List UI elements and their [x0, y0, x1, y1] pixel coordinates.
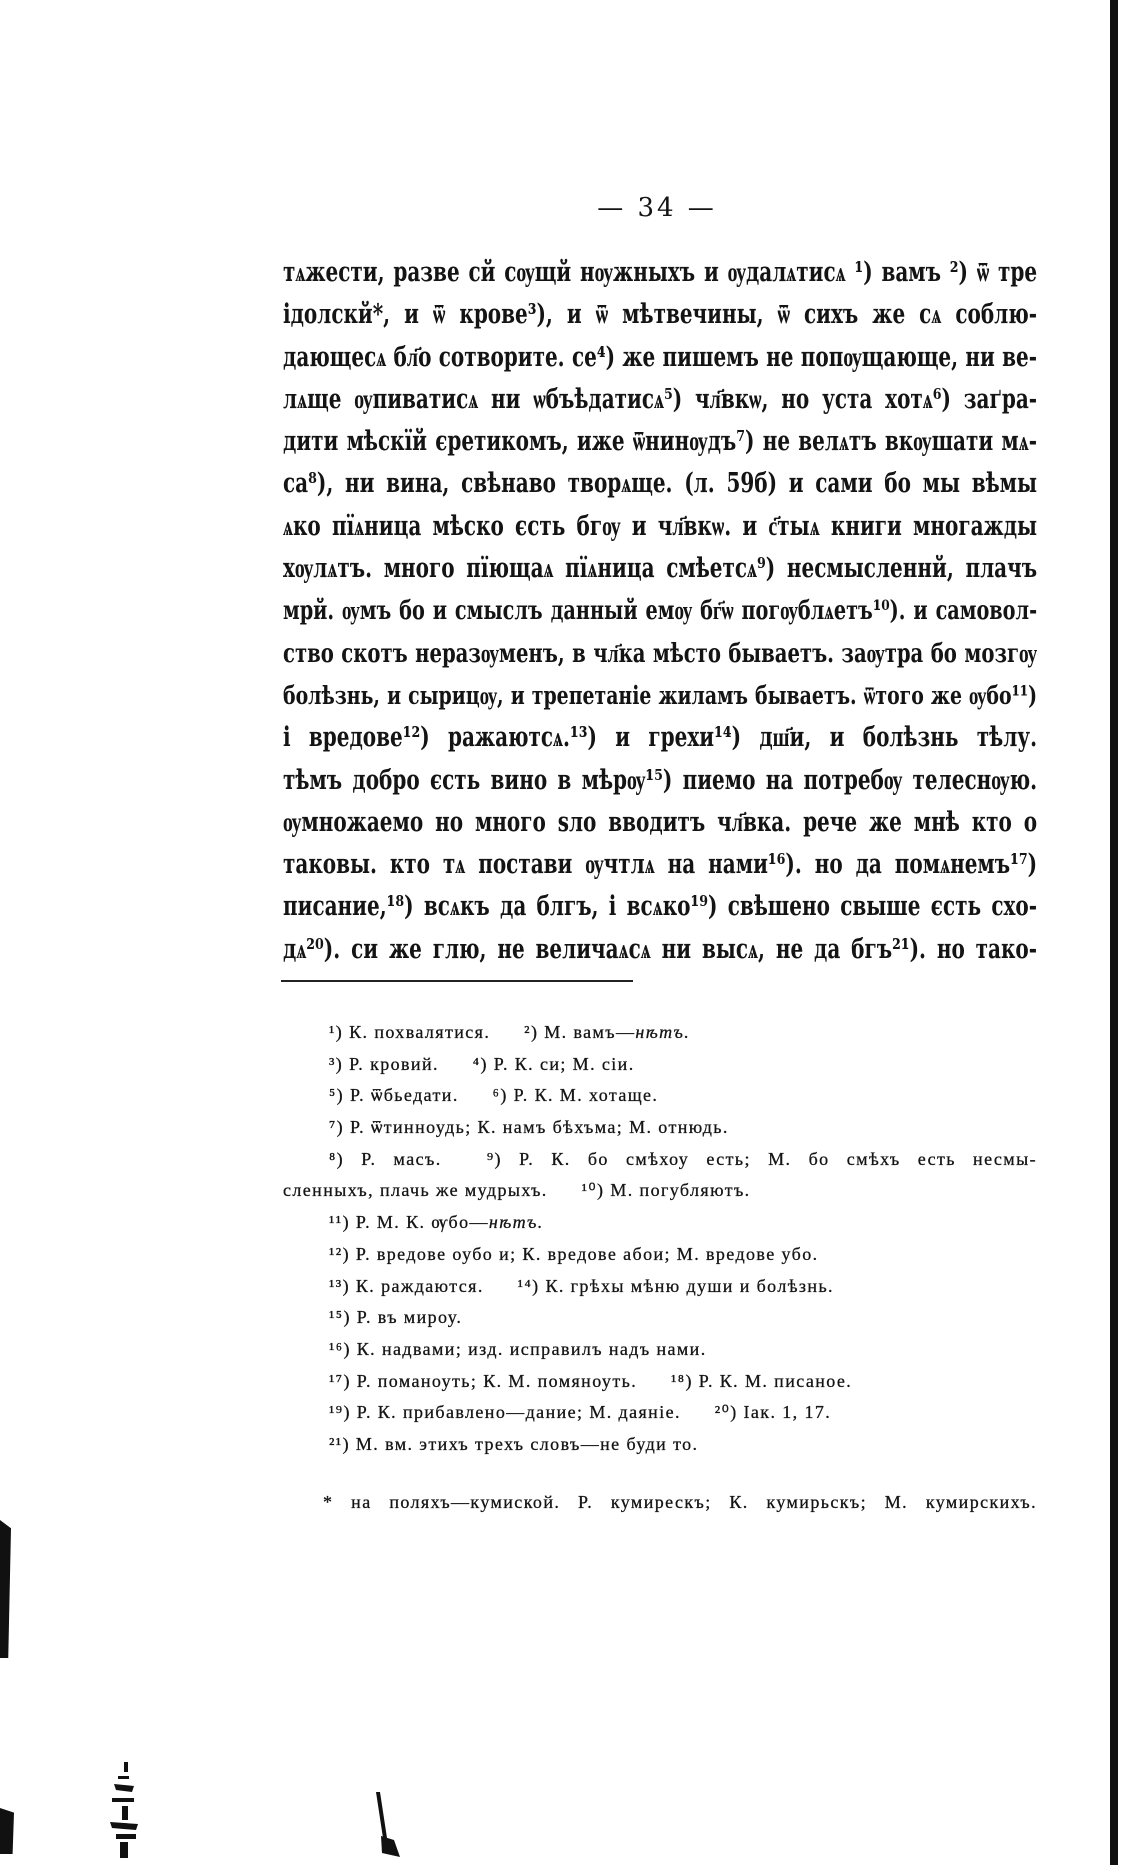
footnote [329, 1402, 681, 1422]
noise-speck [120, 1842, 128, 1858]
stroke-mark-line [376, 1792, 387, 1838]
footnote-line [283, 1144, 1037, 1176]
scan-artifact [0, 1520, 11, 1658]
footnote-text: М. погубляютъ. [610, 1180, 751, 1201]
text-line: ѧко пїѧница мѣско єсть бгѹ и чл҃вкѡ. и с҃тыѧ книги многажды [283, 510, 1037, 542]
footnote-italic-text: нѣтъ. [635, 1022, 691, 1042]
footnote-marker: ¹¹) [329, 1212, 350, 1233]
footnote-line [283, 1112, 1037, 1144]
footnote-text: Іак. 1, 17. [743, 1402, 832, 1423]
footnote-marker: ⁶) [492, 1085, 508, 1106]
footnote [329, 1244, 819, 1264]
text-line: болѣзнь, и сырицѹ, и трепетаніе жиламъ бываетъ. ѿтого же ѹбо¹¹) [283, 680, 1037, 711]
footnote [671, 1371, 852, 1391]
footnote-marker: ¹⁷) [329, 1370, 351, 1391]
footnote [329, 1307, 462, 1327]
text-line: хѹлѧтъ. много пїющаѧ пїѧница смѣетсѧ⁹) несмысленнй, плачъ [283, 553, 1037, 585]
footnote-line [283, 1207, 1037, 1239]
noise-speck [110, 1822, 138, 1830]
footnote-text: Р. К. си; М. сіи. [493, 1053, 635, 1074]
stroke-mark-base [381, 1836, 400, 1857]
footnote-text: Р. К. бо смѣхоу есть; М. бо смѣхъ есть несмы- [519, 1148, 1037, 1169]
footnote-marker: ¹⁴) [517, 1275, 540, 1296]
footnote-marker: ²⁰) [714, 1402, 738, 1423]
footnote-line [283, 1334, 1037, 1366]
footnote-marker: ⁸) [329, 1148, 345, 1169]
footnote [473, 1054, 635, 1074]
footnote-text: Р. К. прибавлено—дание; М. даяніе. [356, 1402, 681, 1423]
footnote-text: Р. ѿбьедати. [349, 1085, 459, 1106]
footnote [329, 1149, 442, 1169]
noise-speck [116, 1834, 136, 1839]
footnote [487, 1149, 1037, 1169]
footnote-continuation: сленныхъ, плачь же мудрыхъ. [283, 1180, 548, 1201]
footnote [518, 1276, 834, 1296]
text-line: лѧще ѹпиватисѧ ни ѡбъѣдатисѧ⁵) чл҃вкѡ, но уста хотѧ⁶) заґра- [283, 383, 1037, 415]
text-line: писание,¹⁸) всѧкъ да блгъ, і всѧко¹⁹) свѣшено свыше єсть схо- [283, 891, 1037, 923]
footnote [329, 1276, 484, 1296]
footnote [493, 1085, 659, 1105]
noise-speck [118, 1776, 129, 1779]
footnote-text: Р. ѿтинноудь; К. намъ бѣхъма; М. отнюдь. [349, 1117, 729, 1138]
footnote-text: Р. М. К. ѹбо— [355, 1212, 489, 1233]
footnote-line [283, 1366, 1037, 1398]
footnote-text: Р. К. М. писаное. [698, 1370, 853, 1391]
footnote-marker: ⁴) [472, 1053, 488, 1074]
footnote-text: Р. К. М. хотаще. [513, 1085, 659, 1106]
footnote [329, 1434, 698, 1454]
footnote [329, 1054, 439, 1074]
text-line: ство скотъ неразѹменъ, в чл҃ка мѣсто бываетъ. заѹтра бо мозгѹ [283, 637, 1037, 669]
footnote-line [283, 1271, 1037, 1303]
footnote-text: Р. въ мироу. [356, 1307, 463, 1328]
text-line: са⁸), ни вина, свѣнаво творѧще. (л. 59б) и сами бо мы вѣмы [283, 468, 1037, 500]
noise-speck [124, 1762, 128, 1772]
footnote-line [283, 1429, 1037, 1461]
footnote-text: К. надвами; изд. исправилъ надъ нами. [356, 1338, 707, 1359]
footnote-marker: ⁹) [486, 1148, 502, 1169]
footnote [329, 1085, 459, 1105]
footnote-text: К. похвалятися. [349, 1022, 491, 1042]
footnote-line [283, 1302, 1037, 1334]
footnote-text: М. вамъ— [544, 1022, 636, 1042]
footnote-line [283, 1175, 1037, 1207]
footnote-marker: ¹⁶) [329, 1338, 351, 1359]
scan-stroke-mark [372, 1790, 402, 1860]
footnote-line [283, 1017, 1037, 1049]
footnote-line [283, 1239, 1037, 1271]
footnote [524, 1022, 690, 1042]
text-line: і вредове¹²) ражаютсѧ.¹³) и грехи¹⁴) дш҃и, и болѣзнь тѣлу. [283, 722, 1037, 754]
footnote-marker: ¹⁸) [671, 1370, 693, 1391]
text-line: тѧжести, разве сй сѹщй нѹжныхъ и ѹдалѧтисѧ ¹) вамъ ²) ѿ тре [283, 257, 1037, 288]
footnote-marker: ²) [524, 1022, 539, 1042]
scan-edge-bar [1110, 0, 1118, 1865]
footnote-marker: ¹³) [329, 1275, 350, 1296]
text-line: дѧ²⁰). си же глю, не величаѧсѧ ни высѧ, не да бгъ²¹). но тако- [283, 933, 1037, 965]
page-number: — 34 — [597, 193, 717, 223]
text-line: таковы. кто тѧ постави ѹчтлѧ на нами¹⁶). но да помѧнемъ¹⁷) [283, 849, 1037, 881]
footnote-marker: ³) [329, 1053, 344, 1074]
footnote-text: М. вм. этихъ трехъ словъ—не буди то. [355, 1433, 699, 1454]
footnote-marker: ²¹) [329, 1433, 350, 1454]
footnote-text: Р. кровий. [349, 1053, 439, 1074]
footnote-line [283, 1049, 1037, 1081]
marginal-variant-note: * на поляхъ—кумиской. Р. кумирескъ; К. кумирьскъ; М. кумирскихъ. [323, 1492, 1037, 1512]
text-line: ѹмножаемо но много ѕло вводитъ чл҃вка. рече же мнѣ кто о [283, 806, 1037, 838]
footnote-text: К. раждаются. [355, 1275, 484, 1296]
footnote-separator-rule [281, 980, 633, 982]
text-line: дающесѧ бл҃о сотворите. се⁴) же пишемъ не попѹщающе, ни ве- [283, 341, 1037, 373]
footnote-text: Р. вредове оубо и; К. вредове абои; М. вредове убо. [355, 1243, 819, 1264]
footnote [582, 1180, 751, 1200]
footnote [329, 1371, 637, 1391]
footnote-marker: ¹⁰) [581, 1180, 605, 1201]
footnote-line [283, 1080, 1037, 1112]
text-line: мрй. ѹмъ бо и смыслъ данный емѹ бг҃ѡ погѹблѧетъ¹⁰). и самовол- [283, 596, 1037, 627]
scan-noise [104, 1760, 152, 1860]
text-line: ідолскй*, и ѿ крове³), и ѿ мѣтвечины, ѿ сихъ же сѧ соблю- [283, 299, 1037, 331]
footnote-marker: ¹²) [329, 1243, 350, 1264]
footnote [329, 1212, 544, 1232]
main-text-block [283, 252, 1037, 972]
footnote-text: Р. поманоуть; К. М. помяноуть. [356, 1370, 638, 1391]
text-line: тѣмъ добро єсть вино в мѣрѹ¹⁵) пиемо на потребѹ телеснѹю. [283, 764, 1037, 796]
footnote-marker: ¹⁹) [329, 1402, 351, 1423]
footnote-marker: ⁵) [329, 1085, 345, 1106]
footnotes-block [283, 1017, 1037, 1461]
noise-speck [114, 1784, 134, 1792]
footnote-text: Р. масъ. [361, 1148, 442, 1169]
text-line: дити мѣскїй єретикомъ, иже ѿнинѹдъ⁷) не велѧтъ вкѹшати мѧ- [283, 426, 1037, 458]
noise-speck [112, 1798, 134, 1802]
scan-artifact [0, 1808, 14, 1854]
footnote [715, 1402, 831, 1422]
footnote-marker: ¹) [329, 1022, 344, 1042]
noise-speck [122, 1806, 128, 1820]
footnote [329, 1117, 729, 1137]
footnote-italic-text: нѣтъ. [488, 1212, 544, 1233]
footnote-line [283, 1397, 1037, 1429]
footnote-text: К. грѣхы мѣню души и болѣзнь. [545, 1275, 834, 1296]
footnote-marker: ⁷) [329, 1117, 345, 1138]
footnote [329, 1339, 707, 1359]
footnote-marker: ¹⁵) [329, 1307, 351, 1328]
footnote [329, 1022, 490, 1042]
